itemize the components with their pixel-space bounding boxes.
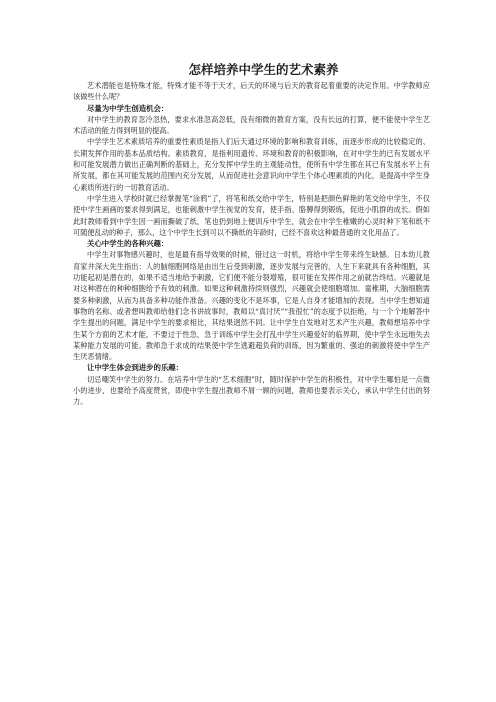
paragraph: 对中学生的教育忽冷忽热，要求水准忽高忽低，没有细微的教育方案，没有长远的打算，便不能使中学生艺术活动的能力得到明显的提高。 — [73, 114, 430, 136]
paragraph: 切忌嘲笑中学生的努力。在培养中学生的“艺术细胞”时，随时保护中学生的积极性，对中学生哪怕是一点微小的进步，也要给予高度赞赏，即使中学生提出教师不屑一顾的问题，教师也要表示关心，承认中学生付出的努力。 — [73, 374, 430, 407]
paragraph: 中学生对事物感兴趣时，也是最有指导效果的时候，错过这一时机，将给中学生带来终生缺憾。日本幼儿教育家井深大先生指出：人的脑细胞网络是由出生后受到刺激，逐步发展与完善的，人生下来就具有各种细胞，其功能起初是潜在的，如果不适当地给予刺激，它们便不能分裂增殖，很可能在发挥作用之前就告终结。兴趣就是对这种潜在的种种细胞给予有效的刺激。如果这种刺激持续则强烈，兴趣就会使细胞增加。童稚期，大脑细胞需要多种刺激，从而为具备多种功能作准备。兴趣的变化不是坏事，它是人自身才能增加的表现。当中学生想知道事物的名称、或者想叫教师给他们念书讲故事时，教师以“真讨厌”“我很忙”的态度予以拒绝，与一个个地解答中学生提出的问题，满足中学生的要求相比，其结果迥然不同。让中学生自发地对艺术产生兴趣，教师想培养中学生某个方面的艺术才能，不要过于性急，急于训练中学生会打乱中学生兴趣爱好的临界期，使中学生永远地失去某种能力发展的可能。教师急于求成的结果使中学生逃避超负荷的训练，因为繁重的、强迫的刺激将使中学生产生厌恶情绪。 — [73, 250, 430, 362]
paragraph: 中学学生艺术素质培养的重要性素质是指人们后天通过环境的影响和教育训练，而逐步形成的比较稳定的、长期发挥作用的基本品质结构。素质教育，是指利用遗传、环境和教育的积极影响，在对中学生的已有发展水平和可能发展潜力做出正确判断的基础上，充分发挥中学生的主观能动性，使所有中学生都在其已有发展水平上有所发展，都在其可能发展的范围内充分发展，从而促进社会意识向中学生个体心理素质的内化，是提高中学生身心素质所进行的一切教育活动。 — [73, 137, 430, 192]
section-heading-progress: 让中学生体会到进步的乐趣： — [87, 363, 184, 373]
document-body — [73, 80, 430, 408]
document-page — [73, 62, 430, 408]
paragraph: 中学生进入学校时就已经掌握笔“涂鸦”了，将笔和纸交给中学生，特别是把颜色鲜艳的笔交给中学生，不仅使中学生画画的要求得到满足，也能刺激中学生视觉的发育，使手指、胳膊得到锻炼，促进小肌群的成长。假如此时教师看到中学生因一画而撕破了纸，笔也扔到地上便训斥中学生，就会在中学生稚嫩的心灵时种下笔和纸不可随便乱动的种子，那么，这个中学生长到可以不撕纸的年龄时，已经不喜欢这种最普通的文化用品了。 — [73, 193, 430, 237]
paragraph-intro: 艺术潜能也是特殊才能，特殊才能不等于天才，后天的环境与后天的教育起着重要的决定作用。中学教师应该做些什么呢？ — [73, 81, 430, 102]
section-heading-interests: 关心中学生的各种兴趣： — [87, 239, 169, 249]
section-heading-opportunity: 尽量为中学生创造机会： — [87, 103, 169, 113]
page-title: 怎样培养中学生的艺术素养 — [188, 62, 339, 77]
